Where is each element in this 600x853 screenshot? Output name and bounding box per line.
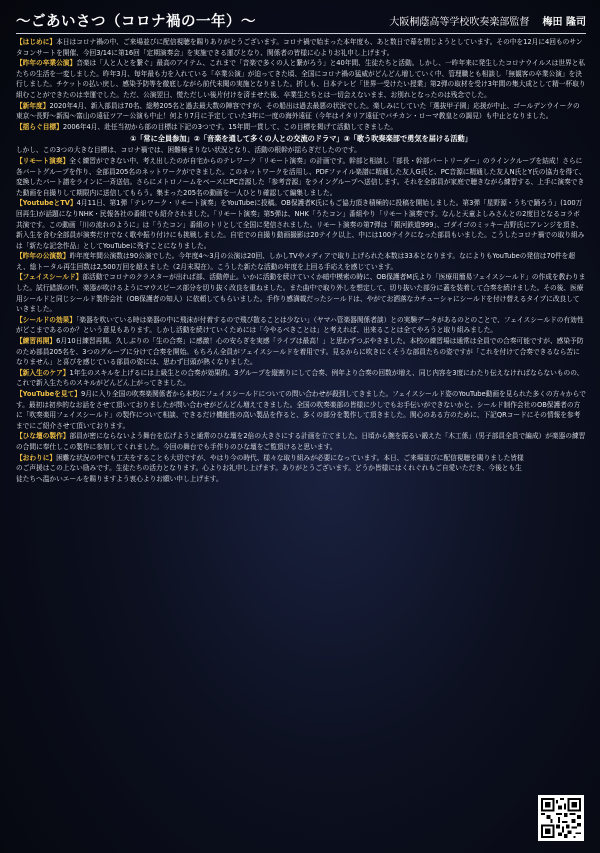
section-youtube-tv [16,198,586,251]
section-shield-effect [16,315,586,336]
section-stage-risers [16,431,586,452]
section-text: 2020年4月、新入部員は70名、総勢205名と過去最大数の陣容ですが、その船出は過去最悪の状況でした。楽しみにしていた「選抜甲子園」応援が中止、ゴールデンウイークの東京～長野～新潟～富山の遠征ツアー公演も中止！何より7月に予定していた3年に一度の海外遠征（今年はイタリア遠征でバチカン・ローマ教皇との謁見）も中止となりました。 [16,101,580,121]
section-label: 【揺らぐ目標】 [16,122,63,131]
qr-code[interactable] [538,795,584,841]
section-goals [16,122,586,133]
section-performances [16,251,586,272]
section-label: 【リモート演奏】 [16,156,70,165]
section-remote [16,156,586,198]
section-label: 【シールドの効果】 [16,315,77,324]
section-closing [16,453,586,485]
section-intro [16,37,586,58]
section-label: 【新年度】 [16,101,50,110]
section-label: 【フェイスシールド】 [16,273,83,282]
author-org: 大阪桐蔭高等学校吹奏楽部監督 [389,16,530,28]
section-label: 【昨年の卒業公演】 [16,59,77,68]
section-text: 6月10日練習再開。久しぶりの「生の合奏」に感激！心の安らぎを実感「ライブは最高！」と思わずつぶやきました。本校の練習場は通常は全員での合奏可能ですが、感染予防のため部員205名を、3つのグループに分けて合奏を開始。もちろん全員がフェイスシールドを着用です。見るからに吹きにくそうな部員たちの姿ですが「これを付けて合奏できるなら苦になりません」と喜びを感じている部員の姿には、思わず目頭が熱くなりました。 [16,337,584,367]
section-face-shield [16,272,586,314]
section-new-year [16,101,586,122]
section-text: 音楽は「人と人とを繋ぐ」最高のアイテム、これまで「音楽で多くの人と繋がろう」と40年間、生徒たちと活動。しかし、一昨年来に発生したコロナウイルスは世界と私たちの生活を一変しました。昨年3月、毎年最も力を入れている「卒業公演」が迫ってきた頃、全国にコロナ禍の猛威がどんどん増していく中、管理職とも相談し「無観客の卒業公演」を決行しました。チケットの払い戻し、感染予防等を徹底しながら前代未聞の実施となりました。折しも、日本テレビ「世界一受けたい授業」第2弾の取材を受け3年間の集大成として精一杯取り組むことができたのは幸運でした。ただ、公演翌日、慌ただしい後片付けを済ませた後、卒業生たちとは一切会えないまま、お別れとなったのは残念でした。 [16,59,586,99]
header-divider [16,33,586,34]
section-label: 【YoutubeとTV】 [16,199,77,208]
section-practice-resume [16,336,586,368]
section-text: しかし、この3つの大きな目標は、コロナ禍では、困難極まりない状況となり、活動の根幹が揺らぎだしたのです。 [16,146,361,155]
author-block [389,13,586,28]
section-text: 昨年度年間公演数は90公演でした。今年度4～3月の公演は20回、しかしTVやメディアで取り上げられた本数は33本となります。なによりもYouTubeの発信は70件を超え、総トータル再生回数は2,500万回を超えました（2月末現在）。こうした新たな活動の年度を上回る手応えを感じています。 [16,252,576,271]
section-text: 困難な状況の中でも工夫をすることも大切ですが、やはり今の時代、様々な取り組みが必要になっています。本日、ご来場並びに配信視聴を賜りました皆様のご声援はこの上ない励みです。生徒たちの活力となります。心よりお礼申し上げます。ありがとうございます。どうか皆様にはくれぐれもご自愛いただき、今後とも生徒たちへ温かいエールを賜りますよう衷心よりお願い申し上げます。 [16,453,524,483]
section-text: 本日はコロナ禍の中、ご来場並びに配信視聴を賜りありがとうございます。コロナ禍で始まった本年度も、あと数日で幕を閉じようとしています。その中を12月に4回ものサンタコンサートを開催、今回3/14に第16回「定期演奏会」を実施できる運びとなり、関係者の皆様に心よりお礼申し上げます。 [16,38,583,57]
section-text: 部活動でコロナのクラスターが出れば部、活動停止。いかに活動を続けていくか暗中模索の時に、OB保護者M氏より「医療用簡易フェイスシールド」の作成を教わりました。試行錯誤の中、楽器が吹けるようにマウスピース部分を切り抜く改良を重ねました。また曲中で取り外しを想定して、切り抜いた部分に蓋を装着して合奏を続けました。その後、医療用シールドと同じシールド製作会社（OB保護者の知人）に依頼してもらいました。手作り感満載だったシールドは、やがてお洒落なカチューシャにシールドを付け替えるタイプに改良していきました。 [16,273,586,314]
section-text: 4月11日、第1弾「テレワーク・リモート演奏」をYouTubeに投稿。OB保護者K氏にもご協力頂き積極的に投稿を開始しました。第3弾「星野源・うちで踊ろう」(100万回再生)が話題になりNHK・民報各社の番組でも紹介されました。「リモート演奏」第5弾は、NHK「うたコン」番組やり「リモート演奏です。なんと天童よしみさんとの2度目となるコラボ共演です。この動画「川の流れのように」は「うたコン」番組のトリとして全国に発信されました。リモート演奏の第7弾は「銀河鉄道999」、ゴダイゴのミッキー吉野氏にアレンジを頂き、新入生を含む全部員が演奏だけでなく歌や振り付けにも挑戦しました。自宅での自撮り動画撮影は20テイク以上、中には100テイクになった部員もいました。こうしたコロナ禍での取り組みは「新たな記念作品」としてYouTubeに残すことになりました。 [16,199,585,250]
page-title: ～ごあいさつ（コロナ禍の一年）～ [16,13,256,30]
section-text: 全く練習ができない中、考え出したのが自宅からのテレワーク「リモート演奏」の計画です。幹部と相談し「部長・幹部パートリーダー」のラインクループを結成！さらに各パートグループを作り、全部員205名のネットワークができました。このネットワークを活用し、PDFファイル楽譜に精通した友人G氏と、PC音源に精通した友人N氏とY氏の協力を得て、変換したパート譜をラインに一斉送信。さらにメトロノームをベースにPC音源した「参考音源」をライングループへ送信します。それを全部員が家庭で聴きながら練習する、上手に演奏できた動画を自撮りして期限内に送信してもらう。集まった205名の動画を一人ひとり確認して編集しました。 [16,156,586,197]
section-label: 【はじめに】 [16,38,57,46]
section-label: 【YouTubeを見て】 [16,390,81,398]
qr-code-icon [541,798,581,838]
section-goals-shaken [16,145,586,156]
greeting-body [16,37,586,845]
section-label: 【練習再開】 [16,337,57,346]
section-label: 【おわりに】 [16,453,57,462]
section-text: 「楽器を吹いている時は楽器の中に飛沫が付着するので飛び散ることは少ない」（ヤマハ管楽器関係者談）との実験データがあるのとのことで、フェイスシールドの有効性がどこまであるのか？という意見もあります。しかし活動を続けていくためには「今やるべきことは」と考えれば、出来ることは全てやろうと取り組みました。 [16,315,584,335]
goals-list: ①「常に全員参加」②「音楽を通して多くの人との交流のドラマ」③「歌う吹奏楽部で勇気を届ける活動」 [130,134,472,144]
section-youtube-inquiries [16,389,586,431]
section-label: 【ひな壇の製作】 [16,432,70,441]
section-graduation [16,58,586,100]
section-label: 【昨年の公演数】 [16,252,70,261]
section-text: 2006年4月、赴任当初から部の目標は下記の3つです。15年間一貫して、この目標を掲げて活動してきました。 [62,122,398,131]
section-text: 1年生のスキルを上げるには上級生との合奏が効果的。3グループを縦割りにして合奏、例年より合奏の回数が増え、同じ内容を3度にわたり伝えなければならないものの、これで新入生たちのスキルがどんどん上がってきました。 [16,368,584,388]
section-text: 9月に入り全国の吹奏楽関係者から本校にフェイスシールドについての問い合わせが殺到してきました。フェイスシールド姿のYouTube動画を見られた多くの方々からです。最初は初歩的なお話をさせて頂いておりましたが問い合わせがどんどん増えてきました。全国の吹奏楽部の皆様に少しでもお手伝いができないかと、シールド制作会社のOB保護者の方に「吹奏楽用フェイスシールド」の製作について相談、できるだけ機能性の高い製品を作ると、多くの部分を製作して頂きました。関心のある方のために、下記QRコードにその情報を参考までにご紹介させて頂いております。 [16,390,586,430]
header [16,8,586,32]
author-name: 梅田 隆司 [542,16,586,28]
section-label: 【新入生のケア】 [16,368,70,377]
section-freshmen-care [16,368,586,389]
section-text: 部員が密にならないよう舞台を広げようと通常のひな壇を2倍の大きさにする計画を立てました。日頃から腕を振るい鍛えた「木工係」（男子部員全員で編成）が楽器の練習の合間に奉仕しこの製作に参加してくれました。今回の舞台でも手作りのひな壇をご覧頂けると思います。 [16,432,586,451]
